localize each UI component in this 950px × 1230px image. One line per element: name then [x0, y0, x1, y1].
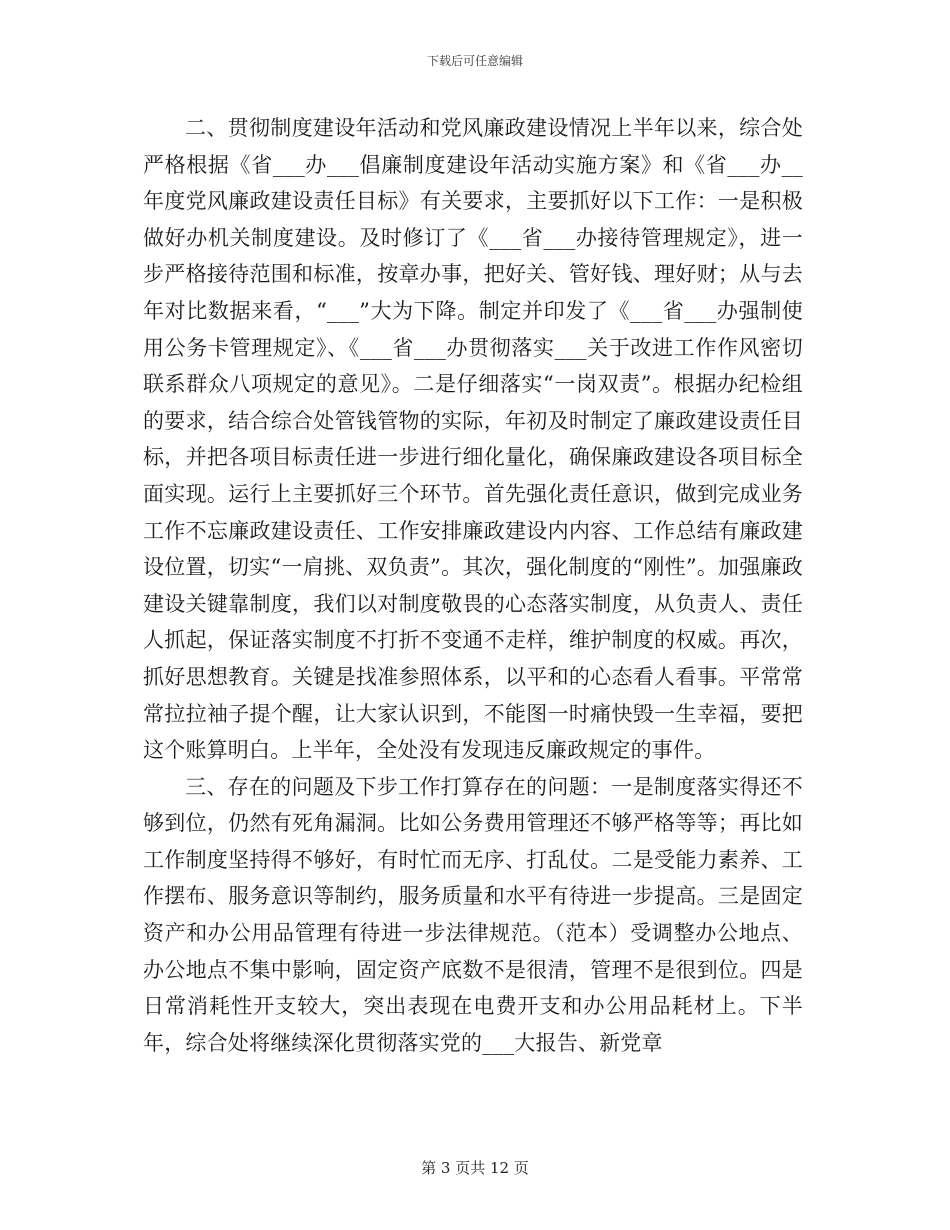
paragraph-section-two: 二、贯彻制度建设年活动和党风廉政建设情况上半年以来，综合处严格根据《省___办___倡廉制度建设年活动实施方案》和《省___办__年度党风廉政建设责任目标》有关要求，主要抓好以下工作：一是积极做好办机关制度建设。及时修订了《___省___办接待管理规定》，进一步严格接待范围和标准，按章办事，把好关、管好钱、理好财；从与去年对比数据来看，“___”大为下降。制定并印发了《___省___办强制使用公务卡管理规定》、《___省___办贯彻落实___关于改进工作作风密切联系群众八项规定的意见》。二是仔细落实“一岗双责”。根据办纪检组的要求，结合综合处管钱管物的实际，年初及时制定了廉政建设责任目标，并把各项目标责任进一步进行细化量化，确保廉政建设各项目标全面实现。运行上主要抓好三个环节。首先强化责任意识，做到完成业务工作不忘廉政建设责任、工作安排廉政建设内内容、工作总结有廉政建设位置，切实“一肩挑、双负责”。其次，强化制度的“刚性”。加强廉政建设关键靠制度，我们以对制度敬畏的心态落实制度，从负责人、责任人抓起，保证落实制度不打折不变通不走样，维护制度的权威。再次，抓好思想教育。关键是找准参照体系，以平和的心态看人看事。平常常常拉拉袖子提个醒，让大家认识到，不能图一时痛快毁一生幸福，要把这个账算明白。上半年，全处没有发现违反廉政规定的事件。 — [143, 116, 803, 763]
page-number: 第 3 页共 12 页 — [421, 1159, 529, 1177]
paragraph-section-three: 三、存在的问题及下步工作打算存在的问题：一是制度落实得还不够到位，仍然有死角漏洞。比如公务费用管理还不够严格等等；再比如工作制度坚持得不够好，有时忙而无序、打乱仗。二是受能力素养、工作摆布、服务意识等制约，服务质量和水平有待进一步提高。三是固定资产和办公用品管理有待进一步法律规范。（范本）受调整办公地点、办公地点不集中影响，固定资产底数不是很清，管理不是很到位。四是日常消耗性开支较大，突出表现在电费开支和办公用品耗材上。下半年，综合处将继续深化贯彻落实党的___大报告、新党章 — [143, 774, 803, 1055]
document-body — [143, 110, 803, 1061]
page-header: 下载后可任意编辑 — [426, 54, 523, 68]
